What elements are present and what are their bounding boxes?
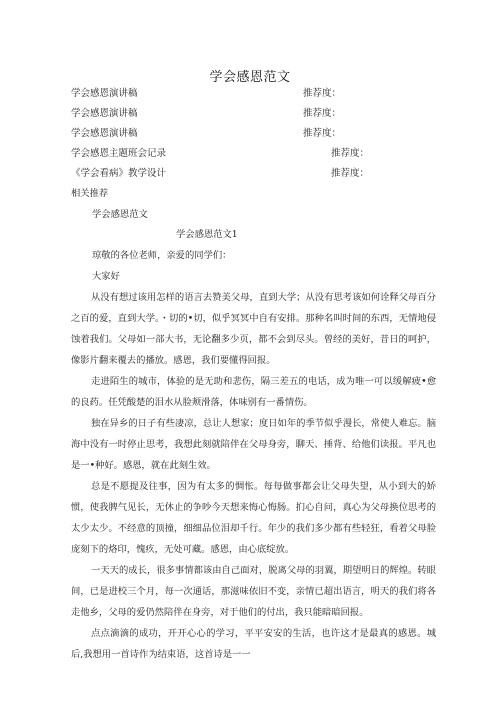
body-paragraph: 独在异乡的日子有些凄凉，总让人想家；度日如年的季节似乎漫长，常使人难忘。脑海中没有一时停止思考，我想此刻就陪伴在父母身旁，聊天、捶背、给他们读报。平凡也是一•种好。感恩，就在此刻生效。 xyxy=(71,418,436,471)
body-paragraph: 从没有想过该用怎样的语言去赞美父母，直到大学；从没有思考该如何诠释父母百分之百的爱，直到大学。・切的•切，似乎冥冥中自有安排。那种名叫时间的东西，无情地侵蚀着我们。父母如一部大书，无论翻多少页，都不会到尽头。曾经的美好，昔日的呵护，像影片翻来覆去的播放。感恩，我们要懂得回报。 xyxy=(71,292,436,366)
body-paragraph: 一天天的成长，很多事情都该由自己面对，脱离父母的羽翼，期望明日的辉煌。转眼间，已是进校三个月，每一次通话，那滋味依旧不变，亲情已超出语言，明天的我们将各走他乡，父母的爱仍然陪伴在身旁，对于他们的付出，我只能暗暗回报。 xyxy=(71,565,436,618)
page-title: 学会感恩范文 xyxy=(209,70,291,85)
recommendation-item[interactable]: 《学会看病》教学设计 xyxy=(71,168,167,179)
section-title: 学会感恩范文 xyxy=(92,209,148,220)
recommendation-item[interactable]: 学会感恩演讲稿 xyxy=(71,88,138,99)
recommendation-item[interactable]: 学会感恩演讲稿 xyxy=(71,128,138,139)
recommendation-rating-label: 推荐度： xyxy=(331,168,370,179)
greeting: 大家好 xyxy=(92,271,120,282)
recommendation-item[interactable]: 学会感恩演讲稿 xyxy=(71,108,138,119)
article-title: 学会感恩范文1 xyxy=(176,229,238,240)
recommendation-item[interactable]: 学会感恩主题班会记录 xyxy=(71,148,167,159)
recommendation-rating-label: 推荐度： xyxy=(303,108,342,119)
recommendation-rating-label: 推荐度： xyxy=(303,88,342,99)
body-paragraph: 走进陌生的城市，体验的是无助和悲伤，隔三差五的电话，成为唯一可以缓解疲•愈的良药。任凭酸楚的泪水从脸颊滑落，体味别有一番情伤。 xyxy=(71,376,436,408)
body-paragraph: 点点滴滴的成功，开开心心的学习，平平安安的生活，也许这才是最真的感恩。城后,我想用一首诗作为结束语，这首诗是一一 xyxy=(71,628,436,660)
salutation: 琼敬的各位老师，亲爱的同学们： xyxy=(92,250,232,261)
recommendation-rating-label: 推荐度： xyxy=(331,148,370,159)
recommendation-rating-label: 推荐度： xyxy=(303,128,342,139)
related-heading: 相关推荐 xyxy=(71,188,109,199)
body-paragraph: 总是不愿提及往事，因为有太多的惆怅。每每做事都会让父母失望，从小到大的娇惯，使我脾气见长，无休止的争吵今天想来悔心悔肠。扪心自问，真心为父母换位思考的太少太少。不经意的顶撞，细细品位泪却千行。年少的我们多少都有些轻狂，看着父母脸庞刻下的烙印，愧疚，无处可藏。感恩，由心底绽放。 xyxy=(71,481,436,555)
